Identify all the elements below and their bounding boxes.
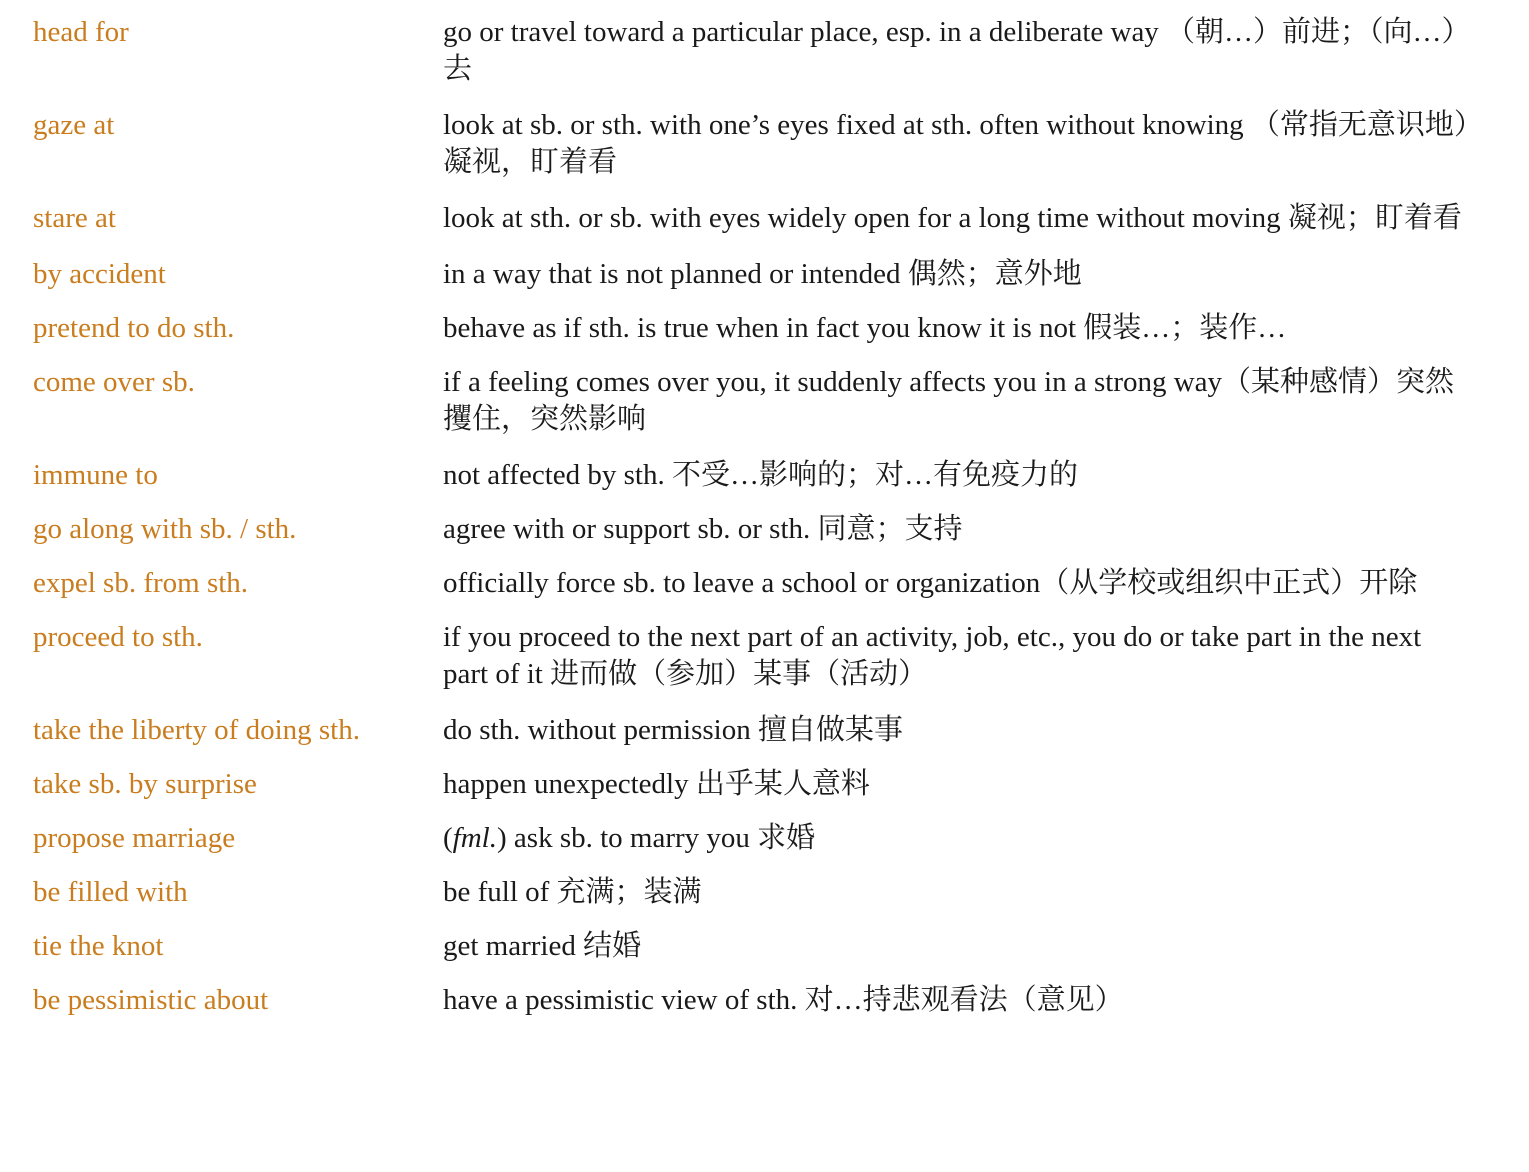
glossary-entry <box>33 511 1473 548</box>
definition: behave as if sth. is true when in fact you know it is not 假装…；装作… <box>443 312 1287 344</box>
definition: (fml.) ask sb. to marry you 求婚 <box>443 822 816 854</box>
glossary-entry <box>33 310 1473 347</box>
term: take the liberty of doing sth. <box>33 714 360 746</box>
term: be pessimistic about <box>33 984 269 1016</box>
definition: be full of 充满；装满 <box>443 876 702 908</box>
glossary-entry <box>33 565 1473 602</box>
definition: go or travel toward a particular place, esp. in a deliberate way （朝…）前进；（向…）去 <box>443 16 1471 85</box>
term: pretend to do sth. <box>33 312 235 344</box>
term: proceed to sth. <box>33 621 203 653</box>
glossary-entry <box>33 928 1473 965</box>
term: immune to <box>33 459 158 491</box>
term: by accident <box>33 258 166 290</box>
definition: get married 结婚 <box>443 930 642 962</box>
glossary-entry <box>33 107 1473 181</box>
glossary-entry <box>33 14 1473 88</box>
glossary-entry <box>33 457 1473 494</box>
glossary-entry <box>33 200 1473 237</box>
definition: in a way that is not planned or intended 偶然；意外地 <box>443 258 1082 290</box>
definition: if you proceed to the next part of an activity, job, etc., you do or take part in the next part of it 进而做（参加）某事（活动） <box>443 621 1422 690</box>
term: head for <box>33 16 129 48</box>
glossary-entry <box>33 766 1473 803</box>
definition-abbreviation: fml. <box>452 822 497 854</box>
glossary-entry <box>33 820 1473 857</box>
glossary-entry <box>33 256 1473 293</box>
definition: do sth. without permission 擅自做某事 <box>443 714 903 746</box>
term: expel sb. from sth. <box>33 567 249 599</box>
glossary-entry <box>33 619 1473 693</box>
term: come over sb. <box>33 366 195 398</box>
term: take sb. by surprise <box>33 768 257 800</box>
definition: not affected by sth. 不受…影响的；对…有免疫力的 <box>443 459 1078 491</box>
definition-text: ask sb. to marry you 求婚 <box>506 822 816 854</box>
definition: happen unexpectedly 出乎某人意料 <box>443 768 870 800</box>
definition: look at sb. or sth. with one’s eyes fixed at sth. often without knowing （常指无意识地）凝视，盯着看 <box>443 109 1469 178</box>
definition: agree with or support sb. or sth. 同意；支持 <box>443 513 963 545</box>
definition: officially force sb. to leave a school or organization（从学校或组织中正式）开除 <box>443 567 1418 599</box>
definition: look at sth. or sb. with eyes widely open for a long time without moving 凝视；盯着看 <box>443 202 1462 234</box>
term: gaze at <box>33 109 115 141</box>
phrase-glossary <box>33 14 1473 1019</box>
glossary-entry <box>33 712 1473 749</box>
glossary-entry <box>33 364 1473 438</box>
definition: have a pessimistic view of sth. 对…持悲观看法（意见） <box>443 984 1124 1016</box>
glossary-entry <box>33 982 1473 1019</box>
term: be filled with <box>33 876 188 908</box>
term: propose marriage <box>33 822 236 854</box>
term: stare at <box>33 202 116 234</box>
glossary-entry <box>33 874 1473 911</box>
definition: if a feeling comes over you, it suddenly affects you in a strong way（某种感情）突然攫住，突然影响 <box>443 366 1455 435</box>
term: tie the knot <box>33 930 164 962</box>
term: go along with sb. / sth. <box>33 513 297 545</box>
